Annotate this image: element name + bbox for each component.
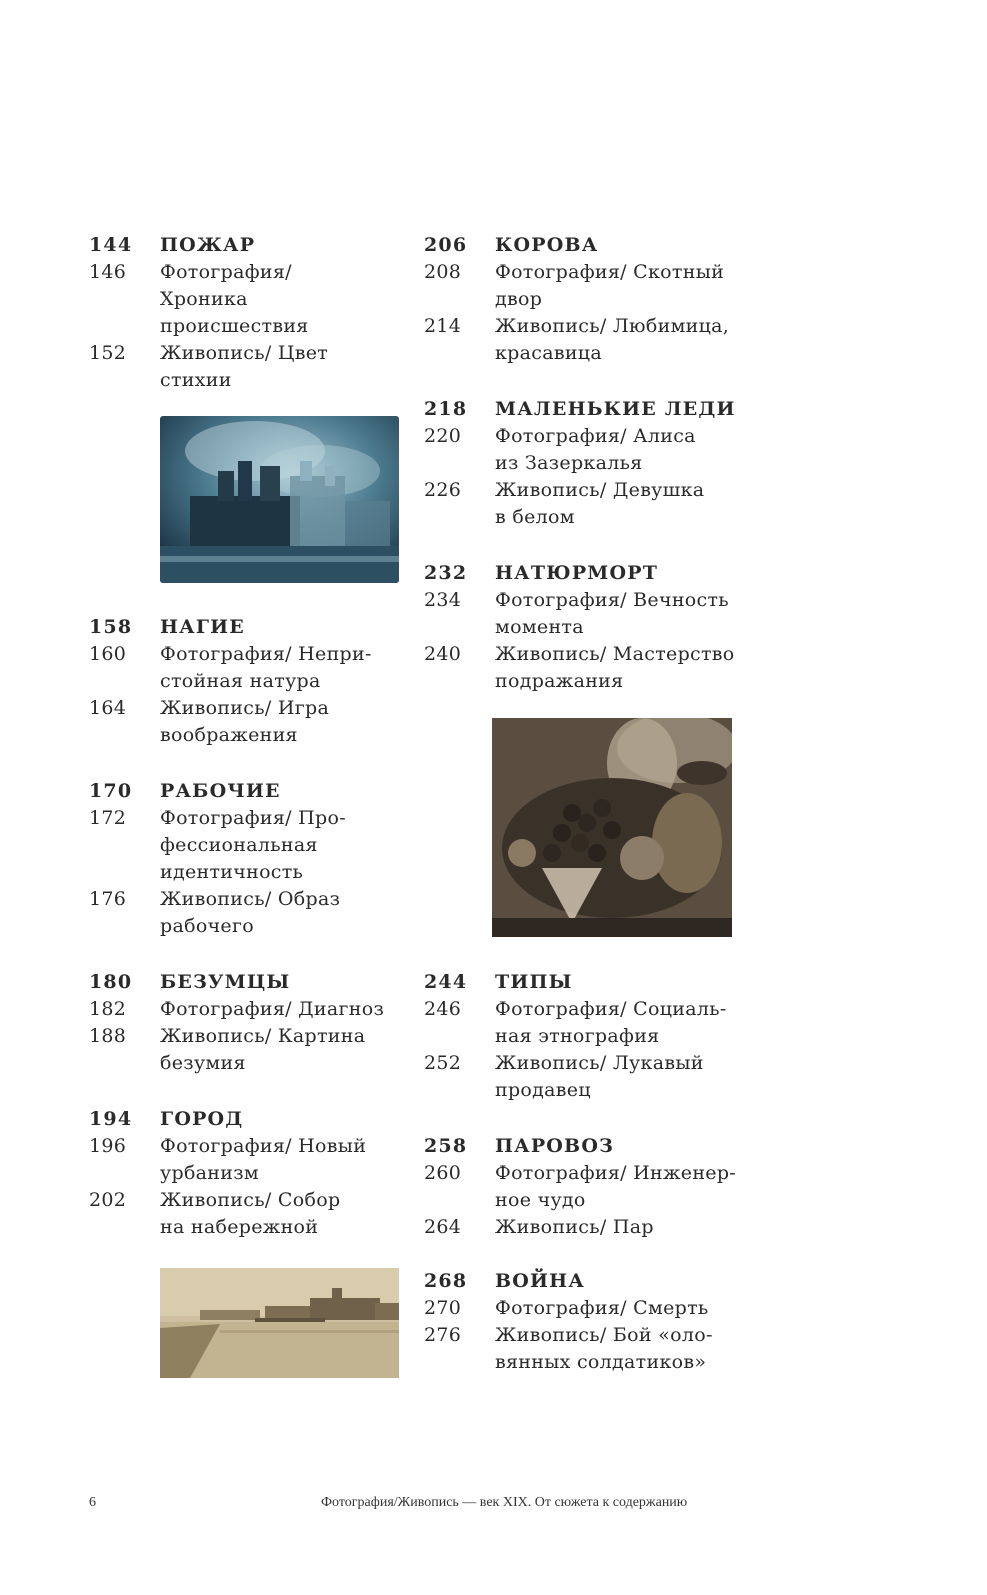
section-page[interactable]: 194 [89, 1108, 133, 1130]
entry-page[interactable]: 226 [424, 479, 462, 501]
section-title[interactable]: НАГИЕ [160, 616, 245, 638]
section-page[interactable]: 158 [89, 616, 133, 638]
section-title[interactable]: ТИПЫ [495, 971, 573, 993]
entry-page[interactable]: 276 [424, 1324, 462, 1346]
entry-text[interactable]: момента [495, 616, 584, 638]
entry-text[interactable]: Живопись/ Бой «оло- [495, 1324, 713, 1346]
page-number: 6 [89, 1495, 96, 1510]
entry-text[interactable]: Живопись/ Картина [160, 1025, 366, 1047]
entry-text[interactable]: Живопись/ Лукавый [495, 1052, 704, 1074]
entry-page[interactable]: 264 [424, 1216, 462, 1238]
entry-text[interactable]: Живопись/ Девушка [495, 479, 705, 501]
section-title[interactable]: ГОРОД [160, 1108, 244, 1130]
section-title[interactable]: КОРОВА [495, 234, 599, 256]
entry-text[interactable]: Фотография/ Вечность [495, 589, 729, 611]
section-page[interactable]: 232 [424, 562, 468, 584]
city-photo [160, 1268, 399, 1378]
entry-text[interactable]: в белом [495, 506, 575, 528]
section-page[interactable]: 206 [424, 234, 468, 256]
entry-page[interactable]: 246 [424, 998, 462, 1020]
entry-page[interactable]: 208 [424, 261, 462, 283]
fire-photo [160, 416, 399, 583]
section-page[interactable]: 180 [89, 971, 133, 993]
still-life-photo-image [492, 718, 732, 937]
entry-page[interactable]: 146 [89, 261, 127, 283]
section-page[interactable]: 218 [424, 398, 468, 420]
entry-page[interactable]: 172 [89, 807, 127, 829]
entry-text[interactable]: на набережной [160, 1216, 319, 1238]
entry-page[interactable]: 234 [424, 589, 462, 611]
entry-text[interactable]: воображения [160, 724, 298, 746]
section-title[interactable]: МАЛЕНЬКИЕ ЛЕДИ [495, 398, 736, 420]
entry-text[interactable]: Живопись/ Любимица, [495, 315, 730, 337]
section-page[interactable]: 244 [424, 971, 468, 993]
entry-text[interactable]: Фотография/ Алиса [495, 425, 696, 447]
entry-page[interactable]: 160 [89, 643, 127, 665]
entry-text[interactable]: Фотография/ Диагноз [160, 998, 385, 1020]
entry-text[interactable]: ное чудо [495, 1189, 586, 1211]
entry-text[interactable]: Фотография/ Про- [160, 807, 346, 829]
entry-page[interactable]: 182 [89, 998, 127, 1020]
section-title[interactable]: ПОЖАР [160, 234, 256, 256]
section-title[interactable]: НАТЮРМОРТ [495, 562, 659, 584]
section-title[interactable]: РАБОЧИЕ [160, 780, 281, 802]
entry-text[interactable]: фессиональная [160, 834, 318, 856]
entry-page[interactable]: 196 [89, 1135, 127, 1157]
entry-text[interactable]: безумия [160, 1052, 246, 1074]
entry-text[interactable]: Фотография/ Социаль- [495, 998, 727, 1020]
entry-text[interactable]: Живопись/ Собор [160, 1189, 341, 1211]
running-title: Фотография/Живопись — век XIX. От сюжета к содержанию [321, 1495, 688, 1510]
section-page[interactable]: 144 [89, 234, 133, 256]
section-title[interactable]: ПАРОВОЗ [495, 1135, 614, 1157]
entry-page[interactable]: 188 [89, 1025, 127, 1047]
entry-text[interactable]: подражания [495, 670, 624, 692]
entry-page[interactable]: 164 [89, 697, 127, 719]
entry-text[interactable]: идентичность [160, 861, 304, 883]
entry-text[interactable]: ная этнография [495, 1025, 660, 1047]
entry-text[interactable]: Живопись/ Цвет [160, 342, 329, 364]
entry-page[interactable]: 214 [424, 315, 462, 337]
fire-photo-image [160, 416, 399, 583]
entry-text[interactable]: Живопись/ Мастерство [495, 643, 735, 665]
entry-text[interactable]: Фотография/ Инженер- [495, 1162, 737, 1184]
entry-text[interactable]: Фотография/ Смерть [495, 1297, 709, 1319]
entry-page[interactable]: 220 [424, 425, 462, 447]
entry-page[interactable]: 202 [89, 1189, 127, 1211]
entry-text[interactable]: продавец [495, 1079, 591, 1101]
entry-page[interactable]: 152 [89, 342, 127, 364]
entry-text[interactable]: рабочего [160, 915, 254, 937]
section-page[interactable]: 170 [89, 780, 133, 802]
entry-text[interactable]: двор [495, 288, 543, 310]
entry-text[interactable]: из Зазеркалья [495, 452, 643, 474]
entry-text[interactable]: Фотография/ [160, 261, 292, 283]
entry-page[interactable]: 176 [89, 888, 127, 910]
entry-page[interactable]: 240 [424, 643, 462, 665]
entry-text[interactable]: Фотография/ Непри- [160, 643, 372, 665]
entry-text[interactable]: Фотография/ Новый [160, 1135, 367, 1157]
entry-text[interactable]: вянных солдатиков» [495, 1351, 707, 1373]
entry-page[interactable]: 260 [424, 1162, 462, 1184]
entry-text[interactable]: стихии [160, 369, 232, 391]
entry-page[interactable]: 270 [424, 1297, 462, 1319]
entry-text[interactable]: стойная натура [160, 670, 321, 692]
entry-text[interactable]: происшествия [160, 315, 309, 337]
entry-text[interactable]: Хроника [160, 288, 248, 310]
city-photo-image [160, 1268, 399, 1378]
section-title[interactable]: ВОЙНА [495, 1270, 585, 1292]
entry-text[interactable]: Фотография/ Скотный [495, 261, 725, 283]
entry-text[interactable]: красавица [495, 342, 602, 364]
entry-text[interactable]: Живопись/ Пар [495, 1216, 654, 1238]
still-life-photo [492, 718, 732, 937]
entry-text[interactable]: урбанизм [160, 1162, 259, 1184]
entry-page[interactable]: 252 [424, 1052, 462, 1074]
entry-text[interactable]: Живопись/ Образ [160, 888, 341, 910]
section-page[interactable]: 268 [424, 1270, 468, 1292]
section-page[interactable]: 258 [424, 1135, 468, 1157]
entry-text[interactable]: Живопись/ Игра [160, 697, 330, 719]
section-title[interactable]: БЕЗУМЦЫ [160, 971, 291, 993]
